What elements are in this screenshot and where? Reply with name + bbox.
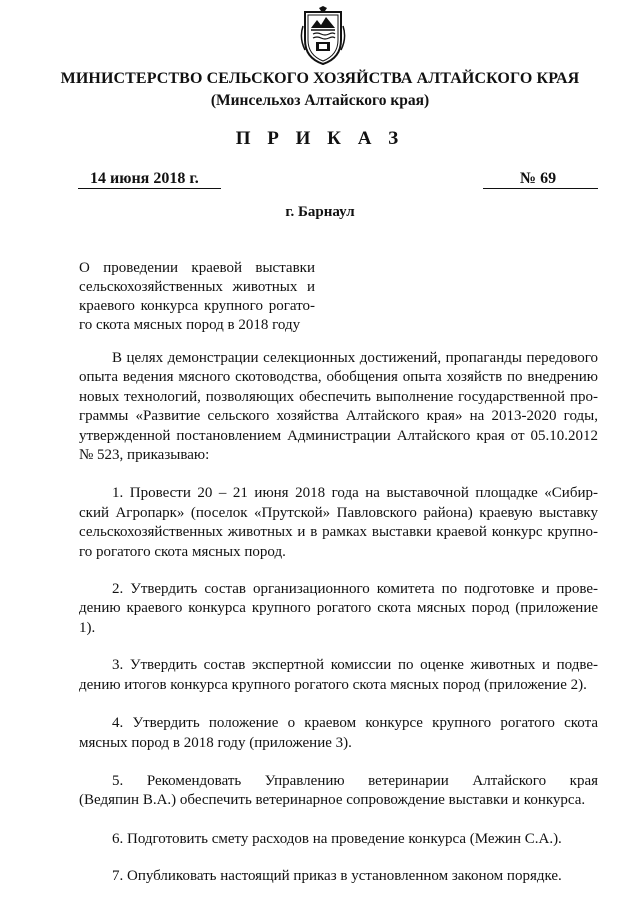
text-line: 4. Утвердить положение о краевом конкурсе крупного рогатого скота [112, 715, 598, 732]
order-city: г. Барнаул [285, 204, 355, 220]
text-line: опыта ведения мясного скотоводства, обобщения опыта хозяйств по внедрению [79, 369, 598, 386]
order-item-1 [79, 484, 598, 562]
text-line: № 523, приказываю: [79, 447, 210, 464]
text-line: сельскохозяйственных животных и в рамках выставки краевой конкурс крупно- [79, 524, 598, 541]
ministry-title: МИНИСТЕРСТВО СЕЛЬСКОГО ХОЗЯЙСТВА АЛТАЙСКОГО КРАЯ [60, 70, 580, 87]
order-subject [79, 259, 315, 335]
order-body [79, 349, 598, 887]
coat-of-arms-emblem [299, 6, 347, 68]
order-number: № 69 [483, 170, 598, 189]
subject-line: краевого конкурса крупного рогато- [79, 298, 315, 314]
text-line: дению итогов конкурса крупного рогатого скота мясных пород (приложение 2). [79, 676, 587, 693]
text-line: 6. Подготовить смету расходов на проведение конкурса (Межин С.А.). [112, 830, 562, 847]
text-line: 7. Опубликовать настоящий приказ в установленном законом порядке. [112, 868, 562, 885]
text-line: дению краевого конкурса крупного рогатого скота мясных пород (приложение [79, 600, 598, 617]
subject-line: го скота мясных пород в 2018 году [79, 317, 301, 333]
order-item-4 [79, 714, 598, 753]
text-line: 5. Рекомендовать Управлению ветеринарии Алтайского края [112, 772, 598, 789]
order-item-7 [79, 867, 598, 886]
text-line: В целях демонстрации селекционных достижений, пропаганды передового [112, 350, 598, 366]
text-line: 2. Утвердить состав организационного комитета по подготовке и прове- [112, 581, 598, 598]
subject-line: О проведении краевой выставки [79, 260, 315, 276]
text-line: ский Агропарк» (поселок «Прутской» Павловского района) краевую выставку [79, 504, 598, 521]
text-line: новых технологий, позволяющих обеспечить выполнение государственной про- [79, 388, 598, 405]
text-line: го рогатого скота мясных пород. [79, 543, 286, 560]
order-date: 14 июня 2018 г. [78, 170, 221, 189]
order-item-5 [79, 772, 598, 811]
text-line: утвержденной постановлением Администрации Алтайского края от 05.10.2012 [79, 427, 598, 444]
document-type: П Р И К А З [235, 128, 405, 149]
text-line: 3. Утвердить состав экспертной комиссии по оценке животных и подве- [112, 657, 598, 674]
ministry-short-title: (Минсельхоз Алтайского края) [210, 92, 430, 109]
text-line: 1. Провести 20 – 21 июня 2018 года на выставочной площадке «Сибир- [112, 485, 598, 502]
preamble-paragraph [79, 349, 598, 465]
order-item-2 [79, 580, 598, 638]
order-item-3 [79, 656, 598, 695]
text-line: 1). [79, 619, 96, 636]
order-item-6 [79, 830, 598, 849]
text-line: мясных пород в 2018 году (приложение 3). [79, 734, 352, 751]
text-line: (Ведяпин В.А.) обеспечить ветеринарное сопровождение выставки и конкурса. [79, 792, 586, 809]
subject-line: сельскохозяйственных животных и [79, 279, 315, 295]
text-line: граммы «Развитие сельского хозяйства Алтайского края» на 2013-2020 годы, [79, 408, 598, 425]
